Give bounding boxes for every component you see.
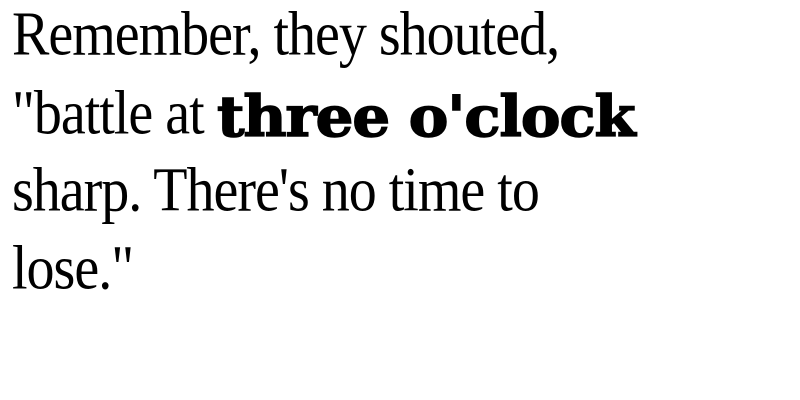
line-3 xyxy=(12,156,792,234)
quote-paragraph xyxy=(12,0,792,312)
line-2-bold-text: three o'clock xyxy=(216,84,635,150)
line-2-light-text: "battle at xyxy=(12,78,204,149)
line-1 xyxy=(12,0,792,78)
line-3-text: sharp. There's no time to xyxy=(12,155,539,226)
line-4 xyxy=(12,234,792,312)
line-2 xyxy=(12,78,792,156)
line-4-text: lose." xyxy=(12,233,134,304)
line-1-text: Remember, they shouted, xyxy=(12,0,560,70)
